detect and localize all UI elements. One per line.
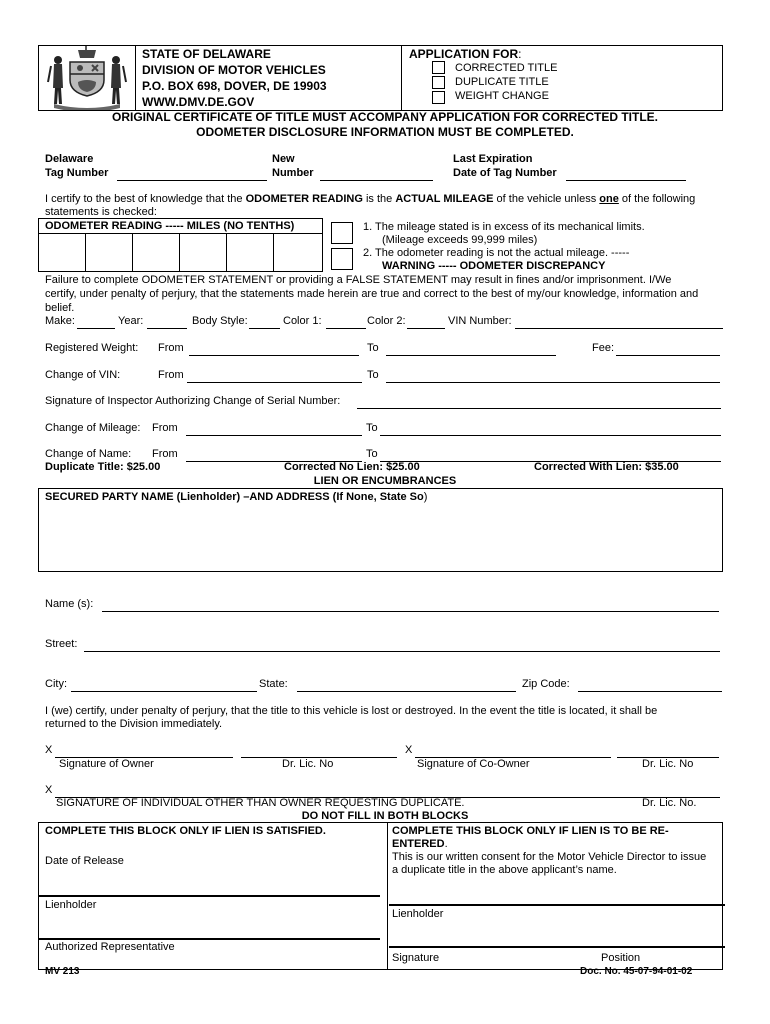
- lien-encumbrances-title: LIEN OR ENCUMBRANCES: [313, 475, 457, 487]
- vin-to-label: To: [367, 369, 379, 381]
- mileage-from-label: From: [152, 422, 178, 434]
- notice-line-1: ORIGINAL CERTIFICATE OF TITLE MUST ACCOMPANY APPLICATION FOR CORRECTED TITLE.: [112, 110, 658, 124]
- make-label: Make:: [45, 315, 75, 327]
- weight-from-label: From: [158, 342, 184, 354]
- color-1-label: Color 1:: [283, 315, 322, 327]
- checkbox-weight-change[interactable]: [432, 91, 445, 104]
- lost-title-statement-2: returned to the Division immediately.: [45, 718, 223, 730]
- position-label: Position: [601, 952, 641, 964]
- co-owner-dr-lic-label: Dr. Lic. No: [642, 758, 694, 770]
- right-rule-2[interactable]: [389, 946, 725, 948]
- certify-text-4: of the following: [618, 193, 696, 205]
- form-number: MV 213: [45, 966, 80, 977]
- inspector-signature-field[interactable]: [357, 394, 721, 409]
- odometer-statement-1: 1. The mileage stated is in excess of its mechanical limits.: [363, 221, 645, 233]
- name-to-label: To: [366, 448, 378, 460]
- city-label: City:: [45, 678, 67, 690]
- city-field[interactable]: [71, 677, 257, 692]
- option-weight-change: WEIGHT CHANGE: [455, 90, 549, 102]
- delaware-tag-label-2: Tag Number: [45, 167, 109, 179]
- vin-number-label: VIN Number:: [448, 315, 512, 327]
- change-of-name-label: Change of Name:: [45, 448, 132, 460]
- mileage-to-label: To: [366, 422, 378, 434]
- option-duplicate-title: DUPLICATE TITLE: [455, 76, 549, 88]
- odometer-statement-1b: (Mileage exceeds 99,999 miles): [382, 234, 538, 246]
- odometer-digit-grid[interactable]: [38, 233, 322, 271]
- signature-of-co-owner-label: Signature of Co-Owner: [417, 758, 530, 770]
- doc-number: Doc. No. 45-07-94-01-02: [580, 966, 693, 977]
- right-block-entered: ENTERED: [392, 838, 445, 850]
- header-address: P.O. BOX 698, DOVER, DE 19903: [142, 79, 327, 93]
- duplicate-title-fee: Duplicate Title: $25.00: [45, 461, 161, 473]
- body-style-label: Body Style:: [192, 315, 248, 327]
- odometer-digit-divider: [132, 233, 133, 271]
- name-label: Name (s):: [45, 598, 94, 610]
- odometer-digit-divider: [273, 233, 274, 271]
- other-dr-lic-label: Dr. Lic. No.: [642, 797, 697, 809]
- year-field[interactable]: [147, 314, 187, 329]
- header-box: [38, 45, 723, 111]
- street-label: Street:: [45, 638, 78, 650]
- secured-party-label-end: ): [423, 491, 428, 503]
- odometer-digit-divider: [85, 233, 86, 271]
- weight-from-field[interactable]: [189, 341, 359, 356]
- registered-weight-label: Registered Weight:: [45, 342, 139, 354]
- left-block-title: COMPLETE THIS BLOCK ONLY IF LIEN IS SATISFIED.: [45, 825, 326, 837]
- application-for-title: [409, 47, 521, 61]
- authorized-representative-label: Authorized Representative: [45, 941, 175, 953]
- certify-one: one: [599, 193, 619, 205]
- secured-party-label-text: SECURED PARTY NAME (Lienholder) –AND ADDRESS (If None, State So: [45, 491, 424, 503]
- consent-line-1: This is our written consent for the Motor Vehicle Director to issue: [392, 851, 707, 863]
- odometer-reading-label: ODOMETER READING ----- MILES (NO TENTHS): [45, 220, 295, 232]
- odometer-digit-divider: [179, 233, 180, 271]
- make-field[interactable]: [77, 314, 115, 329]
- corrected-no-lien-fee: Corrected No Lien: $25.00: [284, 461, 420, 473]
- date-of-release-label: Date of Release: [45, 855, 124, 867]
- do-not-fill-both-warning: DO NOT FILL IN BOTH BLOCKS: [301, 810, 469, 822]
- name-to-field[interactable]: [380, 447, 721, 462]
- signature-of-owner-label: Signature of Owner: [59, 758, 154, 770]
- mileage-to-field[interactable]: [380, 421, 721, 436]
- header-divider-2: [401, 45, 402, 110]
- co-owner-signature-x: X: [405, 744, 413, 756]
- right-block-entered-dot: .: [444, 838, 448, 850]
- other-signature-field[interactable]: [55, 783, 720, 798]
- certify-statement-line-2: statements is checked:: [45, 206, 157, 218]
- application-for-colon: :: [518, 47, 522, 61]
- new-number-field[interactable]: [320, 166, 433, 181]
- option-corrected-title: CORRECTED TITLE: [455, 62, 558, 74]
- name-from-field[interactable]: [186, 447, 362, 462]
- checkbox-corrected-title[interactable]: [432, 61, 445, 74]
- certify-text-1: I certify to the best of knowledge that the: [45, 193, 246, 205]
- vin-to-field[interactable]: [386, 368, 720, 383]
- certify-actual-mileage: ACTUAL MILEAGE: [395, 193, 494, 205]
- last-expiration-field[interactable]: [566, 166, 686, 181]
- other-signature-x: X: [45, 784, 53, 796]
- color-2-field[interactable]: [407, 314, 445, 329]
- delaware-tag-label-1: Delaware: [45, 153, 94, 165]
- last-expiration-label-2: Date of Tag Number: [453, 167, 557, 179]
- header-divider-1: [135, 45, 136, 110]
- state-field[interactable]: [297, 677, 516, 692]
- certify-statement: [45, 193, 695, 206]
- owner-signature-x: X: [45, 744, 53, 756]
- vin-number-field[interactable]: [515, 314, 723, 329]
- owner-signature-field[interactable]: [55, 743, 233, 758]
- header-state: STATE OF DELAWARE: [142, 47, 271, 61]
- change-of-vin-label: Change of VIN:: [45, 369, 121, 381]
- fee-field[interactable]: [616, 341, 720, 356]
- new-number-label-2: Number: [272, 167, 314, 179]
- failure-notice-line-2: certify, under penalty of perjury, that the statements made herein are true and correct to the best of my/our knowledge, information and: [45, 288, 699, 300]
- other-signature-label: SIGNATURE OF INDIVIDUAL OTHER THAN OWNER REQUESTING DUPLICATE.: [56, 797, 465, 809]
- new-number-label-1: New: [272, 153, 295, 165]
- secured-party-label: [45, 491, 427, 504]
- name-field[interactable]: [102, 597, 719, 612]
- zip-code-label: Zip Code:: [522, 678, 570, 690]
- odometer-digit-divider: [226, 233, 227, 271]
- fee-label: Fee:: [592, 342, 615, 354]
- street-field[interactable]: [84, 637, 720, 652]
- name-from-label: From: [152, 448, 178, 460]
- certify-text-2: is the: [362, 193, 396, 205]
- checkbox-duplicate-title[interactable]: [432, 76, 445, 89]
- certify-odometer-reading: ODOMETER READING: [245, 193, 363, 205]
- checkbox-not-actual-mileage[interactable]: [331, 248, 353, 270]
- right-rule-1[interactable]: [389, 904, 725, 906]
- failure-notice-line-1: Failure to complete ODOMETER STATEMENT or providing a FALSE STATEMENT may result in fines and/or imprisonment. I/We: [45, 274, 672, 286]
- signature-label: Signature: [392, 952, 440, 964]
- left-lienholder-label: Lienholder: [45, 899, 97, 911]
- notice-line-2: ODOMETER DISCLOSURE INFORMATION MUST BE COMPLETED.: [196, 125, 574, 139]
- odometer-statement-2: 2. The odometer reading is not the actual mileage. -----: [363, 247, 630, 259]
- checkbox-mileage-exceeds[interactable]: [331, 222, 353, 244]
- state-label: State:: [259, 678, 288, 690]
- color-2-label: Color 2:: [367, 315, 406, 327]
- right-block-title-1: COMPLETE THIS BLOCK ONLY IF LIEN IS TO BE RE-: [392, 825, 669, 837]
- inspector-signature-label: Signature of Inspector Authorizing Change of Serial Number:: [45, 395, 341, 407]
- vin-from-label: From: [158, 369, 184, 381]
- header-division: DIVISION OF MOTOR VEHICLES: [142, 63, 326, 77]
- corrected-with-lien-fee: Corrected With Lien: $35.00: [534, 461, 679, 473]
- last-expiration-label-1: Last Expiration: [453, 153, 533, 165]
- owner-dr-lic-label: Dr. Lic. No: [282, 758, 334, 770]
- weight-to-label: To: [367, 342, 379, 354]
- certify-text-3: of the vehicle unless: [493, 193, 600, 205]
- zip-code-field[interactable]: [578, 677, 722, 692]
- owner-license-field[interactable]: [241, 743, 397, 758]
- right-lienholder-label: Lienholder: [392, 908, 444, 920]
- co-owner-license-field[interactable]: [617, 743, 719, 758]
- right-block-title-2: [392, 838, 448, 851]
- failure-notice-line-3: belief.: [45, 302, 75, 314]
- left-rule-2[interactable]: [38, 938, 380, 940]
- left-rule-1[interactable]: [38, 895, 380, 897]
- delaware-seal-logo: [44, 46, 130, 110]
- year-label: Year:: [118, 315, 144, 327]
- color-1-field[interactable]: [326, 314, 366, 329]
- lien-block-divider: [387, 822, 388, 969]
- odometer-warning: WARNING ----- ODOMETER DISCREPANCY: [382, 260, 606, 272]
- delaware-tag-number-field[interactable]: [117, 166, 267, 181]
- mileage-from-field[interactable]: [186, 421, 362, 436]
- application-for-label: APPLICATION FOR: [409, 47, 519, 61]
- consent-line-2: a duplicate title in the above applicant’s name.: [392, 864, 617, 876]
- weight-to-field[interactable]: [386, 341, 556, 356]
- lost-title-statement-1: I (we) certify, under penalty of perjury, that the title to this vehicle is lost or destroyed. In the event the title is located, it shall be: [45, 705, 658, 717]
- vin-from-field[interactable]: [187, 368, 362, 383]
- body-style-field[interactable]: [249, 314, 280, 329]
- change-of-mileage-label: Change of Mileage:: [45, 422, 141, 434]
- header-website: WWW.DMV.DE.GOV: [142, 95, 255, 109]
- co-owner-signature-field[interactable]: [415, 743, 611, 758]
